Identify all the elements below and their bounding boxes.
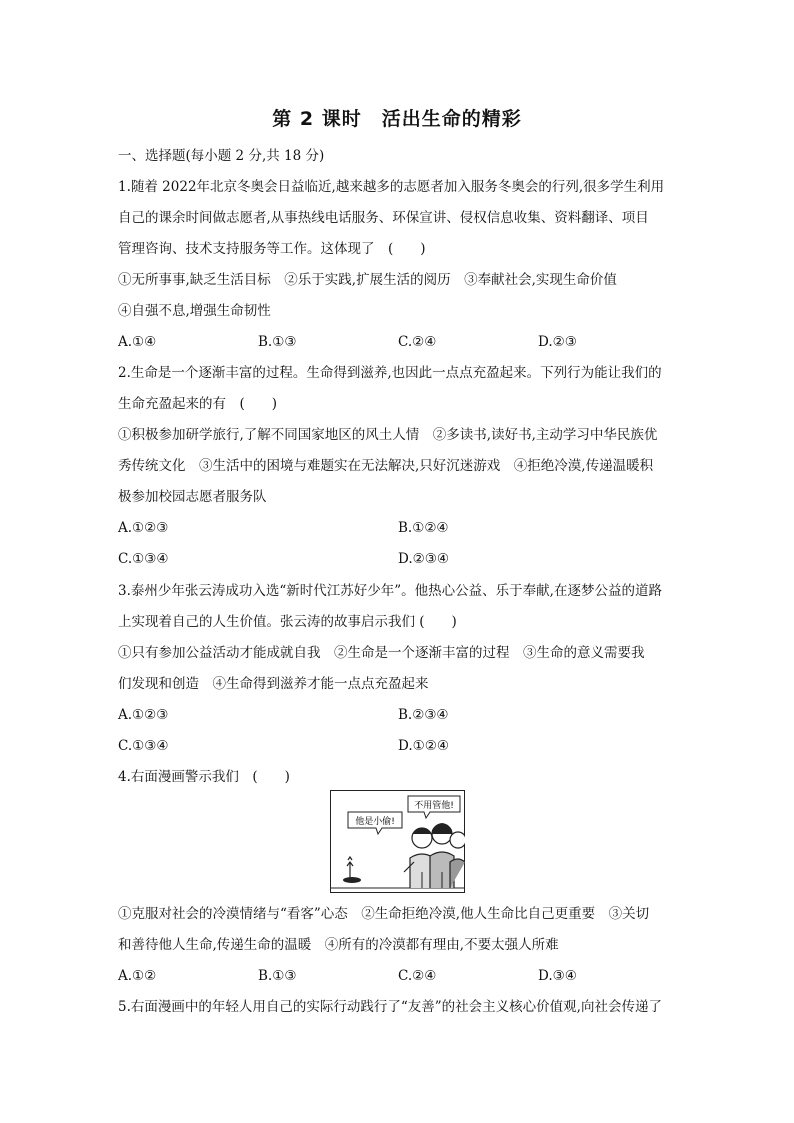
q1-line-4: ①无所事事,缺乏生活目标 ②乐于实践,扩展生活的阅历 ③奉献社会,实现生命价值 [118, 272, 617, 288]
q2-option-b: B.①②④ [398, 520, 449, 536]
q3-option-a: A.①②③ [118, 707, 169, 723]
q1-line-1: 1.随着 2022年北京冬奥会日益临近,越来越多的志愿者加入服务冬奥会的行列,很多学生利用 [118, 179, 665, 195]
cartoon-bubble-left: 他是小偷! [355, 817, 395, 827]
cartoon-bubble-right: 不用管他! [414, 801, 454, 811]
q5-line-1: 5.右面漫画中的年轻人用自己的实际行动践行了“友善”的社会主义核心价值观,向社会传递了 [118, 999, 662, 1015]
q3-line-4: 们发现和创造 ④生命得到滋养才能一点点充盈起来 [118, 676, 429, 692]
q1-option-d: D.②③ [538, 334, 577, 350]
q4-option-a: A.①② [118, 968, 157, 984]
q2-option-d: D.②③④ [398, 551, 449, 567]
q3-line-3: ①只有参加公益活动才能成就自我 ②生命是一个逐渐丰富的过程 ③生命的意义需要我 [118, 645, 645, 661]
q2-option-a: A.①②③ [118, 520, 169, 536]
q2-line-1: 2.生命是一个逐渐丰富的过程。生命得到滋养,也因此一点点充盈起来。下列行为能让我们的 [118, 365, 662, 381]
q1-option-b: B.①③ [258, 334, 297, 350]
q4-option-d: D.③④ [538, 968, 577, 984]
q2-line-5: 极参加校园志愿者服务队 [118, 489, 267, 505]
cartoon-illustration [330, 790, 465, 893]
q3-option-c: C.①③④ [118, 738, 169, 754]
q2-line-3: ①积极参加研学旅行,了解不同国家地区的风土人情 ②多读书,读好书,主动学习中华民族优 [118, 427, 658, 443]
q3-option-d: D.①②④ [398, 738, 449, 754]
q2-line-4: 秀传统文化 ③生活中的困境与难题实在无法解决,只好沉迷游戏 ④拒绝冷漠,传递温暖积 [118, 458, 654, 474]
q4-option-b: B.①③ [258, 968, 297, 984]
manhole-icon [343, 877, 361, 883]
q1-line-5: ④自强不息,增强生命韧性 [118, 303, 271, 319]
q1-line-2: 自己的课余时间做志愿者,从事热线电话服务、环保宣讲、侵权信息收集、资料翻译、项目 [118, 210, 649, 226]
q1-option-a: A.①④ [118, 334, 157, 350]
q2-option-c: C.①③④ [118, 551, 169, 567]
q3-line-2: 上实现着自己的人生价值。张云涛的故事启示我们 ( ) [118, 614, 457, 630]
q1-option-c: C.②④ [398, 334, 437, 350]
q2-line-2: 生命充盈起来的有 ( ) [118, 396, 278, 412]
q4-line-2: ①克服对社会的冷漠情绪与“看客”心态 ②生命拒绝冷漠,他人生命比自己更重要 ③关切 [118, 906, 650, 922]
q3-option-b: B.②③④ [398, 707, 449, 723]
page-title: 第 2 课时 活出生命的精彩 [272, 108, 522, 130]
q4-option-c: C.②④ [398, 968, 437, 984]
q3-line-1: 3.泰州少年张云涛成功入选“新时代江苏好少年”。他热心公益、乐于奉献,在逐梦公益的道路 [118, 583, 662, 599]
q1-line-3: 管理咨询、技术支持服务等工作。这体现了 ( ) [118, 241, 426, 257]
q4-line-3: 和善待他人生命,传递生命的温暖 ④所有的冷漠都有理由,不要太强人所难 [118, 937, 559, 953]
q4-line-1: 4.右面漫画警示我们 ( ) [118, 769, 290, 785]
section-heading: 一、选择题(每小题 2 分,共 18 分) [118, 148, 325, 164]
